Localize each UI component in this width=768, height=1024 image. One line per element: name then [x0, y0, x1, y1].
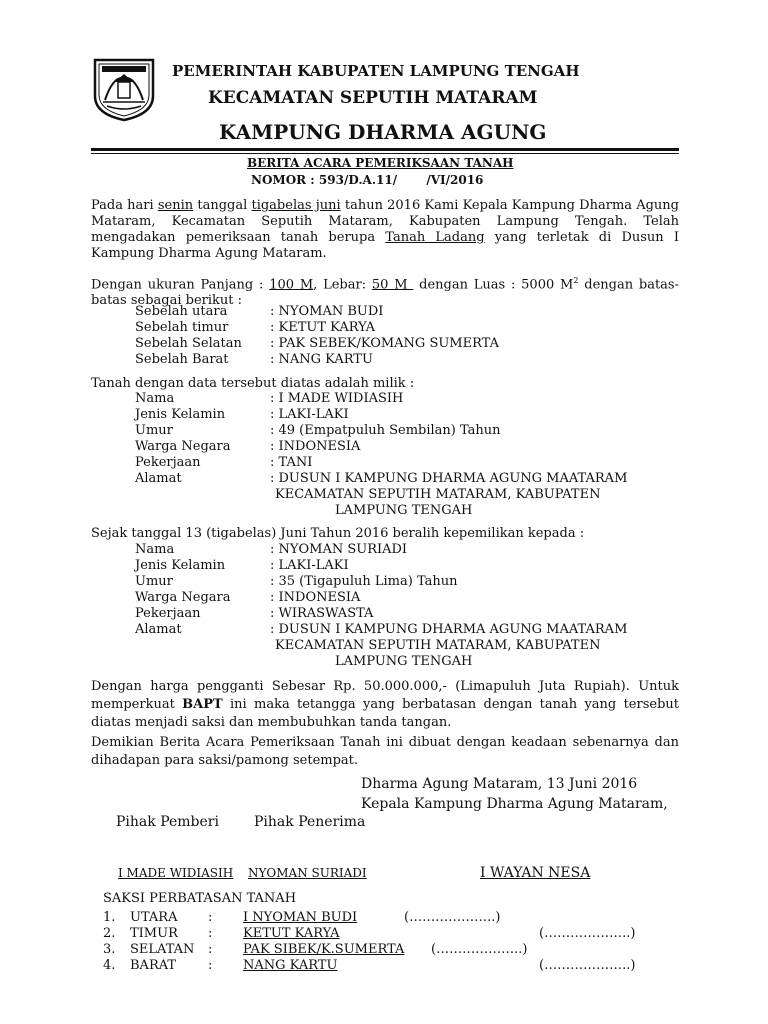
recipient-row: Pekerjaan : WIRASWASTA: [135, 606, 374, 621]
witness-row: 4. BARAT : NANG KARTU (………………..): [103, 958, 636, 973]
recipient-details: [135, 542, 627, 670]
intro-text-3: tahun 2016 Kami Kepala Kampung Dharma Agung Mataram, Kecamatan Seputih Mataram, Kabupaten Lampung Tengah. Telah mengadakan pemeriksaan tanah berupa: [91, 198, 679, 245]
border-row: Sebelah utara : NYOMAN BUDI: [135, 304, 384, 319]
owner-row: Jenis Kelamin : LAKI-LAKI: [135, 407, 349, 422]
village-head-title: Kepala Kampung Dharma Agung Mataram,: [361, 796, 668, 812]
header-district-line: KECAMATAN SEPUTIH MATARAM: [208, 88, 538, 108]
intro-text-1: Pada hari: [91, 198, 158, 213]
owner-address-line-3: LAMPUNG TENGAH: [335, 503, 473, 518]
owner-details: [135, 391, 627, 519]
price-bapt: BAPT: [182, 697, 223, 712]
party-giver-label: Pihak Pemberi: [116, 814, 219, 830]
letterhead-rule-thick: [91, 148, 679, 151]
document-number: NOMOR : 593/D.A.11/ /VI/2016: [251, 173, 484, 187]
regency-emblem-logo: [91, 56, 157, 122]
intro-paragraph: [91, 198, 679, 262]
size-text-4: dengan batas-batas sebagai berikut :: [91, 277, 679, 309]
recipient-row: Warga Negara : INDONESIA: [135, 590, 361, 605]
owner-row: Alamat : DUSUN I KAMPUNG DHARMA AGUNG MAATARAM: [135, 471, 628, 486]
document-title: BERITA ACARA PEMERIKSAAN TANAH: [247, 156, 514, 170]
witness-sign-space: (………………..): [539, 926, 636, 941]
intro-date: tigabelas juni: [251, 198, 341, 213]
owner-address-line-2: KECAMATAN SEPUTIH MATARAM, KABUPATEN: [275, 487, 601, 502]
size-text-1: Dengan ukuran Panjang :: [91, 277, 270, 293]
witness-sign-space: (………………..): [539, 958, 636, 973]
witness-sign-space: (………………..): [404, 910, 501, 925]
intro-day: senin: [157, 198, 194, 213]
witness-sign-space: (………………..): [431, 942, 528, 957]
place-date: Dharma Agung Mataram, 13 Juni 2016: [361, 776, 638, 792]
recipient-row: Nama : NYOMAN SURIADI: [135, 542, 408, 557]
size-text-2: , Lebar:: [313, 277, 372, 293]
recipient-address-line-3: LAMPUNG TENGAH: [335, 654, 473, 669]
letterhead-rule-thin: [91, 153, 679, 154]
border-row: Sebelah Selatan : PAK SEBEK/KOMANG SUMERTA: [135, 336, 500, 351]
owner-intro: Tanah dengan data tersebut diatas adalah milik :: [91, 376, 415, 391]
signature-receiver-name: NYOMAN SURIADI: [248, 866, 367, 880]
header-village-line: KAMPUNG DHARMA AGUNG: [219, 120, 547, 144]
transfer-intro: Sejak tanggal 13 (tigabelas) Juni Tahun 2016 beralih kepemilikan kepada :: [91, 526, 585, 541]
witness-title: SAKSI PERBATASAN TANAH: [103, 891, 297, 906]
owner-row: Warga Negara : INDONESIA: [135, 439, 361, 454]
owner-row: Pekerjaan : TANI: [135, 455, 313, 470]
closing-paragraph: Demikian Berita Acara Pemeriksaan Tanah ini dibuat dengan keadaan sebenarnya dan dihadapan para saksi/pamong setempat.: [91, 735, 679, 768]
intro-land-type: Tanah Ladang: [385, 230, 485, 245]
price-paragraph: [91, 678, 679, 732]
owner-row: Nama : I MADE WIDIASIH: [135, 391, 404, 406]
party-receiver-label: Pihak Penerima: [254, 814, 366, 830]
size-text-3: dengan Luas : 5000 M: [413, 277, 574, 293]
recipient-row: Umur : 35 (Tigapuluh Lima) Tahun: [135, 574, 458, 589]
recipient-row: Jenis Kelamin : LAKI-LAKI: [135, 558, 349, 573]
owner-row: Umur : 49 (Empatpuluh Sembilan) Tahun: [135, 423, 501, 438]
price-text-2: ini maka tetangga yang berbatasan dengan tanah yang tersebut diatas menjadi saksi dan membubuhkan tanda tangan.: [91, 697, 679, 730]
price-text-1: Dengan harga pengganti Sebesar Rp. 50.000.000,- (Limapuluh Juta Rupiah). Untuk memperkuat: [91, 679, 679, 712]
recipient-address-line-2: KECAMATAN SEPUTIH MATARAM, KABUPATEN: [275, 638, 601, 653]
border-row: Sebelah timur : KETUT KARYA: [135, 320, 376, 335]
border-list: [135, 304, 499, 368]
intro-text-4: yang terletak di Dusun I Kampung Dharma Agung Mataram.: [91, 230, 679, 261]
signature-head-name: I WAYAN NESA: [480, 865, 591, 881]
witness-row: 1. UTARA : I NYOMAN BUDI (………………..): [103, 910, 501, 925]
header-government-line: PEMERINTAH KABUPATEN LAMPUNG TENGAH: [172, 62, 580, 80]
intro-text-2: tanggal: [193, 198, 252, 213]
size-length: 100 M: [269, 277, 314, 293]
size-width: 50 M: [371, 277, 414, 293]
witness-row: 3. SELATAN : PAK SIBEK/K.SUMERTA (………………..): [103, 942, 528, 957]
signature-giver-name: I MADE WIDIASIH: [118, 866, 234, 880]
recipient-row: Alamat : DUSUN I KAMPUNG DHARMA AGUNG MAATARAM: [135, 622, 628, 637]
witness-row: 2. TIMUR : KETUT KARYA (………………..): [103, 926, 636, 941]
size-area-exponent: 2: [573, 276, 579, 285]
border-row: Sebelah Barat : NANG KARTU: [135, 352, 373, 367]
